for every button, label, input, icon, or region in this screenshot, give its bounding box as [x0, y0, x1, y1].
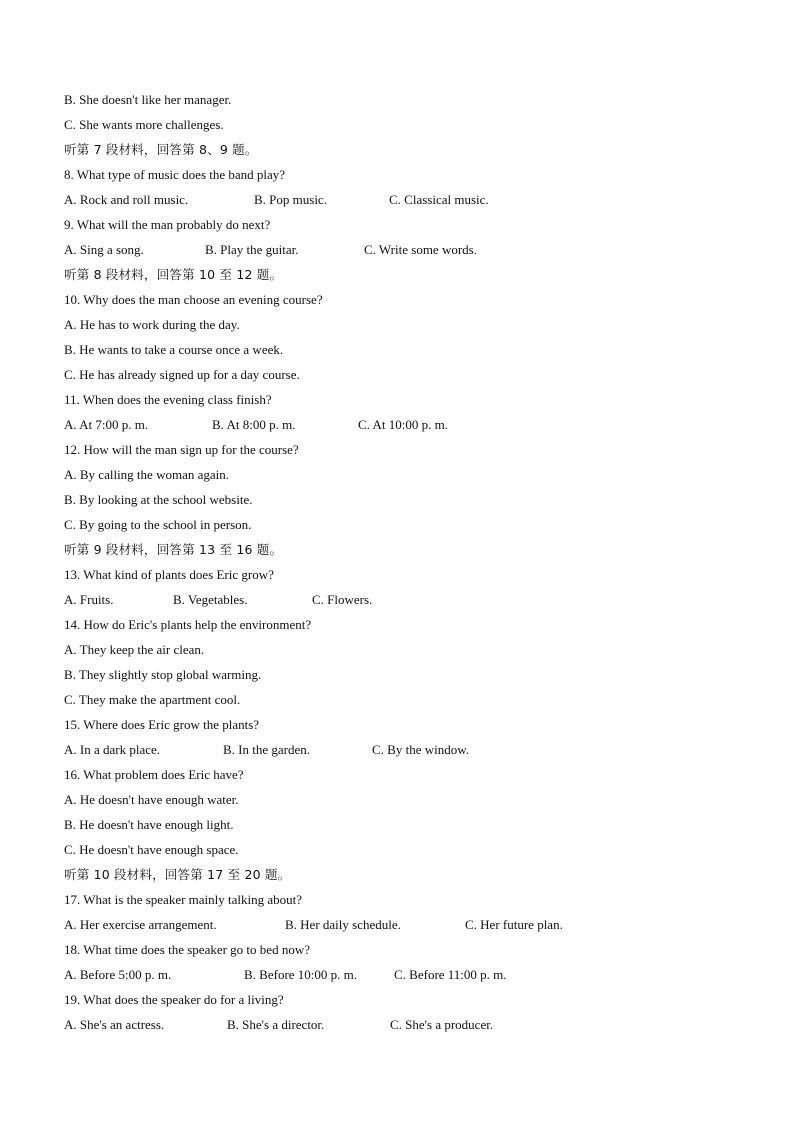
answer-option: A. Rock and roll music.	[64, 192, 189, 207]
question-stem: 17. What is the speaker mainly talking about?	[64, 892, 303, 907]
option-row	[64, 962, 744, 987]
question-stem: 8. What type of music does the band play?	[64, 167, 286, 182]
answer-option: C. Flowers.	[312, 592, 373, 607]
question-stem: 19. What does the speaker do for a living?	[64, 992, 284, 1007]
answer-option: A. He doesn't have enough water.	[64, 792, 239, 807]
answer-option: B. Vegetables.	[173, 592, 248, 607]
question-stem: 14. How do Eric's plants help the environment?	[64, 617, 312, 632]
answer-option: A. He has to work during the day.	[64, 317, 240, 332]
answer-option: A. In a dark place.	[64, 742, 161, 757]
answer-option: A. At 7:00 p. m.	[64, 417, 149, 432]
answer-option: B. He wants to take a course once a week.	[64, 342, 284, 357]
answer-option: A. They keep the air clean.	[64, 642, 205, 657]
option-row	[64, 587, 744, 612]
question-stem: 9. What will the man probably do next?	[64, 217, 271, 232]
section-heading: 听第 10 段材料，回答第 17 至 20 题。	[64, 867, 291, 882]
answer-option: C. By the window.	[372, 742, 470, 757]
answer-option: B. He doesn't have enough light.	[64, 817, 234, 832]
answer-option: B. By looking at the school website.	[64, 492, 253, 507]
answer-option: B. In the garden.	[223, 742, 311, 757]
answer-option: B. Pop music.	[254, 192, 327, 207]
answer-option: A. Before 5:00 p. m.	[64, 967, 172, 982]
answer-option: B. They slightly stop global warming.	[64, 667, 262, 682]
question-stem: 10. Why does the man choose an evening course?	[64, 292, 323, 307]
answer-option: C. They make the apartment cool.	[64, 692, 241, 707]
section-heading: 听第 7 段材料，回答第 8、9 题。	[64, 142, 258, 157]
answer-option: B. Play the guitar.	[205, 242, 299, 257]
section-heading: 听第 9 段材料，回答第 13 至 16 题。	[64, 542, 283, 557]
question-stem: 16. What problem does Eric have?	[64, 767, 244, 782]
option-row	[64, 187, 744, 212]
answer-option: C. By going to the school in person.	[64, 517, 252, 532]
answer-option: A. Sing a song.	[64, 242, 144, 257]
option-row	[64, 737, 744, 762]
answer-option: C. Classical music.	[389, 192, 489, 207]
answer-option: B. She's a director.	[227, 1017, 325, 1032]
question-stem: 11. When does the evening class finish?	[64, 392, 272, 407]
answer-option: B. At 8:00 p. m.	[212, 417, 296, 432]
question-stem: 12. How will the man sign up for the course?	[64, 442, 299, 457]
option-row	[64, 237, 744, 262]
section-heading: 听第 8 段材料，回答第 10 至 12 题。	[64, 267, 283, 282]
question-stem: 13. What kind of plants does Eric grow?	[64, 567, 274, 582]
answer-option: C. Write some words.	[364, 242, 477, 257]
option-row	[64, 912, 744, 937]
answer-option: A. Her exercise arrangement.	[64, 917, 217, 932]
answer-option: B. Before 10:00 p. m.	[244, 967, 358, 982]
answer-option: C. He has already signed up for a day course.	[64, 367, 300, 382]
answer-option: C. Her future plan.	[465, 917, 563, 932]
answer-option: C. She's a producer.	[390, 1017, 494, 1032]
answer-option: C. Before 11:00 p. m.	[394, 967, 507, 982]
answer-option: A. Fruits.	[64, 592, 114, 607]
answer-option: A. By calling the woman again.	[64, 467, 229, 482]
document-body	[64, 87, 744, 1037]
answer-option: C. He doesn't have enough space.	[64, 842, 239, 857]
question-stem: 15. Where does Eric grow the plants?	[64, 717, 260, 732]
option-row	[64, 1012, 744, 1037]
question-stem: 18. What time does the speaker go to bed now?	[64, 942, 310, 957]
answer-option: B. She doesn't like her manager.	[64, 92, 232, 107]
answer-option: A. She's an actress.	[64, 1017, 165, 1032]
answer-option: C. At 10:00 p. m.	[358, 417, 448, 432]
answer-option: C. She wants more challenges.	[64, 117, 224, 132]
answer-option: B. Her daily schedule.	[285, 917, 401, 932]
option-row	[64, 412, 744, 437]
